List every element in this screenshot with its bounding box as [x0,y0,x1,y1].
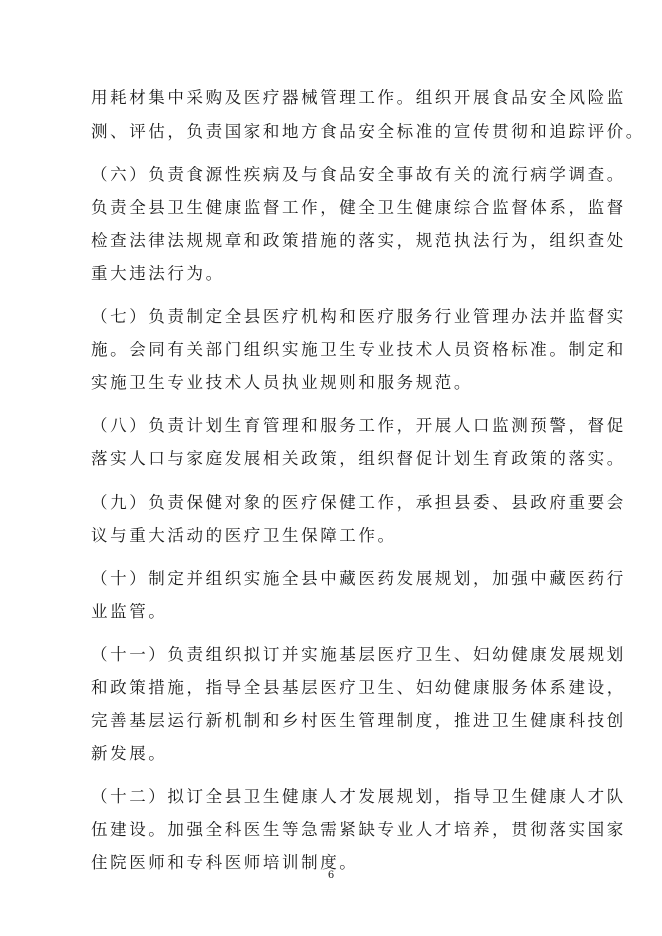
text-line: 议与重大活动的医疗卫生保障工作。 [91,526,397,545]
text-line: 完善基层运行新机制和乡村医生管理制度，推进卫生健康科技创 [91,711,626,730]
text-line: （八）负责计划生育管理和服务工作，开展人口监测预警，督促 [91,416,626,435]
text-line: （十）制定并组织实施全县中藏医药发展规划，加强中藏医药行 [91,569,626,588]
page-number: 6 [327,870,335,881]
text-line: 落实人口与家庭发展相关政策，组织督促计划生育政策的落实。 [91,449,626,468]
text-line: 用耗材集中采购及医疗器械管理工作。组织开展食品安全风险监 [91,88,626,107]
text-line: 施。会同有关部门组织实施卫生专业技术人员资格标准。制定和 [91,340,626,359]
text-line: 测、评估，负责国家和地方食品安全标准的宣传贯彻和追踪评价。 [91,122,645,141]
text-line: 实施卫生专业技术人员执业规则和服务规范。 [91,373,473,392]
text-line: 业监管。 [91,602,168,621]
text-line: （六）负责食源性疾病及与食品安全事故有关的流行病学调查。 [91,165,626,184]
text-line: （九）负责保健对象的医疗保健工作，承担县委、县政府重要会 [91,493,626,512]
text-line: 检查法律法规规章和政策措施的落实，规范执法行为，组织查处 [91,231,626,250]
text-line: （七）负责制定全县医疗机构和医疗服务行业管理办法并监督实 [91,307,626,326]
text-line: （十二）拟订全县卫生健康人才发展规划，指导卫生健康人才队 [91,787,626,806]
text-line: 重大违法行为。 [91,264,225,283]
text-line: 伍建设。加强全科医生等急需紧缺专业人才培养，贯彻落实国家 [91,820,626,839]
text-line: 负责全县卫生健康监督工作，健全卫生健康综合监督体系，监督 [91,198,626,217]
text-line: 和政策措施，指导全县基层医疗卫生、妇幼健康服务体系建设， [91,678,626,697]
text-line: 住院医师和专科医师培训制度。 [91,853,359,872]
text-line: 新发展。 [91,744,168,763]
text-line: （十一）负责组织拟订并实施基层医疗卫生、妇幼健康发展规划 [91,645,626,664]
